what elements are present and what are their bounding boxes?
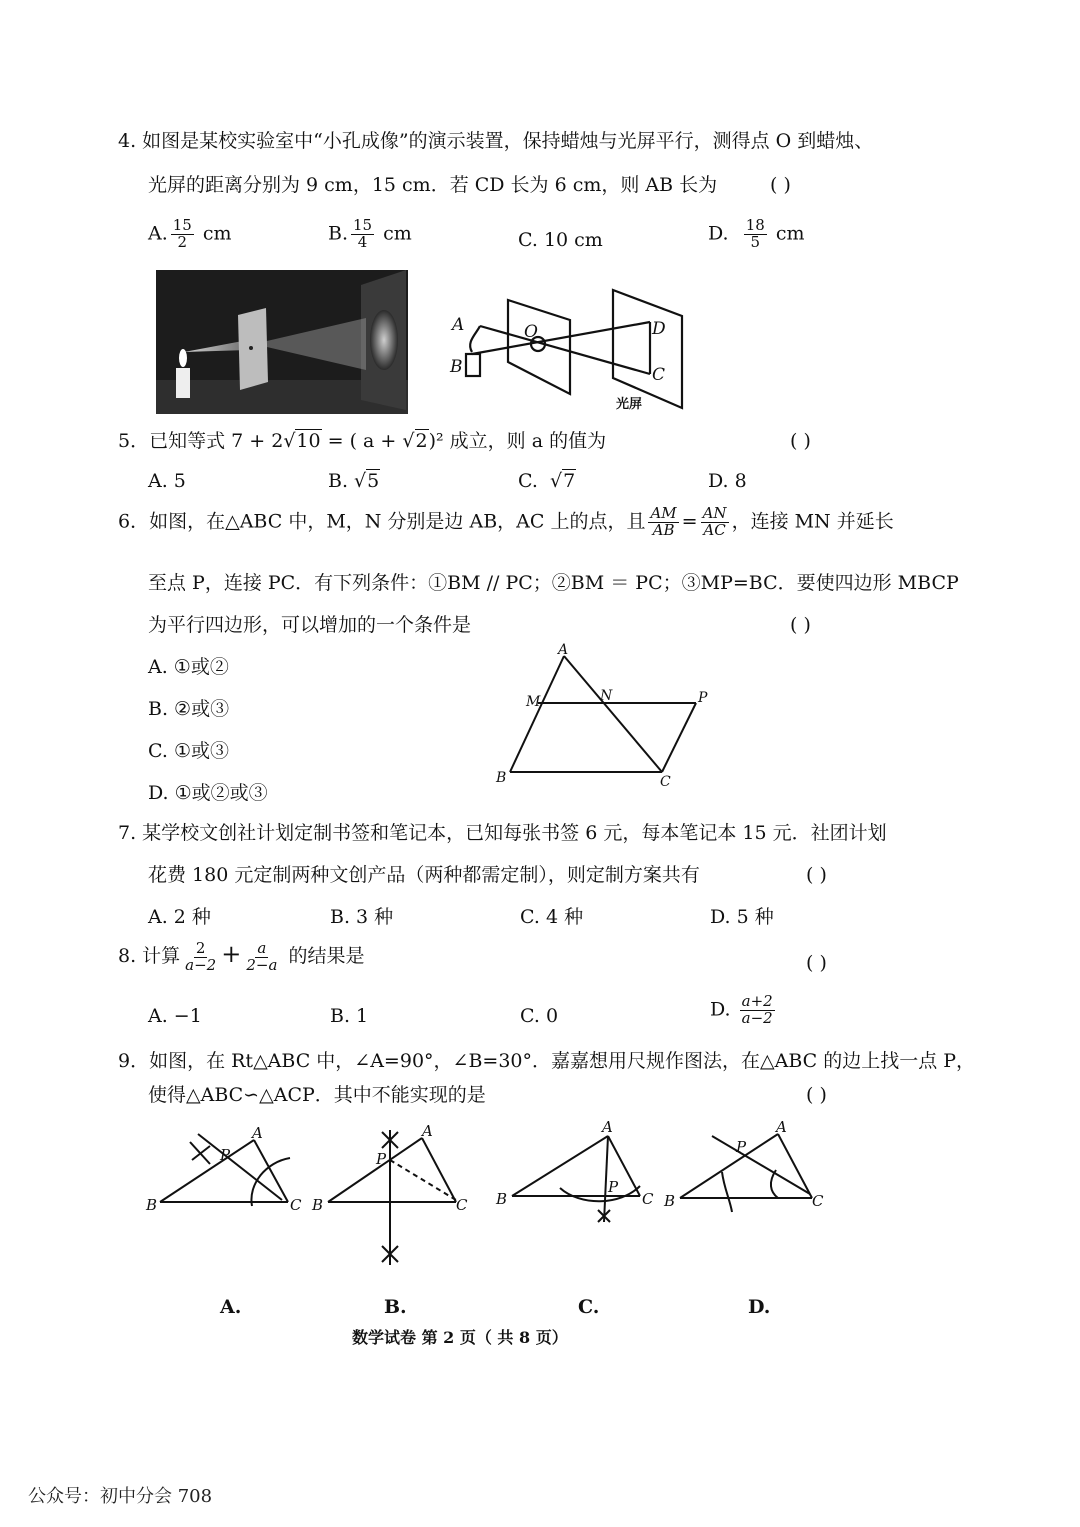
q6-option-d: D. ①或②或③ — [148, 782, 268, 804]
q6-stem-line2: 至点 P，连接 PC．有下列条件：①BM // PC；②BM ＝ PC；③MP=BC．要使四边形 MBCP — [148, 572, 959, 594]
svg-text:O: O — [524, 322, 538, 342]
svg-text:A: A — [602, 1118, 613, 1136]
q6-stem-line3: 为平行四边形，可以增加的一个条件是 — [148, 614, 472, 636]
svg-text:N: N — [600, 688, 613, 704]
page-footer: 数学试卷 第 2 页（ 共 8 页） — [352, 1328, 568, 1347]
svg-text:B: B — [496, 770, 507, 786]
q7-answer-paren: ( ) — [806, 864, 827, 886]
q4-apparatus-photo — [156, 270, 408, 414]
q7-stem-line2: 花费 180 元定制两种文创产品（两种都需定制），则定制方案共有 — [148, 864, 700, 886]
q8-option-c: C. 0 — [520, 1005, 559, 1027]
q4-option-a: A. $\frac{15}{2}$ cm — [148, 216, 232, 251]
q6-triangle-diagram — [490, 640, 720, 790]
q6-option-c: C. ①或③ — [148, 740, 229, 762]
q7-stem-line1: 7. 某学校文创社计划定制书签和笔记本，已知每张书签 6 元，每本笔记本 15 元．社团计划 — [118, 822, 887, 844]
q4-pinhole-diagram — [440, 282, 700, 414]
q9-figure-c — [490, 1114, 670, 1224]
svg-text:P: P — [698, 690, 708, 706]
q8-option-a: A. −1 — [148, 1005, 202, 1027]
q9-stem-line1: 9．如图，在 Rt△ABC 中，∠A=90°，∠B=30°．嘉嘉想用尺规作图法，在△ABC 的边上找一点 P， — [118, 1050, 976, 1072]
svg-text:B: B — [496, 1190, 508, 1208]
q4-stem-line2: 光屏的距离分别为 9 cm，15 cm．若 CD 长为 6 cm，则 AB 长为 — [148, 174, 718, 196]
svg-text:C: C — [642, 1190, 654, 1208]
svg-text:M: M — [526, 694, 541, 710]
q5-option-b: B. √5 — [328, 470, 380, 492]
svg-text:B: B — [664, 1192, 676, 1210]
svg-text:P: P — [608, 1178, 619, 1196]
svg-text:A: A — [452, 315, 465, 335]
q5-option-c: C. √7 — [518, 470, 576, 492]
q4-option-c: C. 10 cm — [518, 229, 603, 251]
q7-option-a: A. 2 种 — [148, 906, 211, 928]
svg-text:P: P — [736, 1138, 747, 1156]
q8-answer-paren: ( ) — [806, 952, 827, 974]
q7-option-b: B. 3 种 — [330, 906, 394, 928]
svg-text:C: C — [812, 1192, 824, 1210]
q7-option-c: C. 4 种 — [520, 906, 584, 928]
q5-option-d: D. 8 — [708, 470, 747, 492]
q9-caption-a: A. — [220, 1296, 242, 1318]
q5-option-a: A. 5 — [148, 470, 186, 492]
q9-caption-d: D. — [748, 1296, 771, 1318]
q9-figure-d — [660, 1116, 840, 1226]
q9-figure-b — [310, 1120, 480, 1270]
q4-stem-line1: 4. 如图是某校实验室中“小孔成像”的演示装置，保持蜡烛与光屏平行，测得点 O 到蜡烛、 — [118, 130, 874, 152]
svg-text:B: B — [450, 357, 463, 377]
q4-answer-paren: ( ) — [770, 174, 791, 196]
q6-option-a: A. ①或② — [148, 656, 229, 678]
svg-text:C: C — [660, 774, 671, 790]
svg-text:C: C — [290, 1196, 302, 1214]
svg-text:P: P — [220, 1146, 231, 1164]
q9-caption-c: C. — [578, 1296, 600, 1318]
watermark-text: 公众号：初中分会 708 — [28, 1486, 213, 1507]
q6-option-b: B. ②或③ — [148, 698, 230, 720]
svg-text:D: D — [652, 319, 666, 339]
q4-option-d: D. $\frac{18}{5}$ cm — [708, 216, 805, 251]
svg-text:C: C — [652, 365, 666, 385]
q7-option-d: D. 5 种 — [710, 906, 774, 928]
q5-answer-paren: ( ) — [790, 430, 811, 452]
q4-option-b: B. $\frac{15}{4}$ cm — [328, 216, 412, 251]
q5-stem: 5．已知等式 7 + 2√10 = ( a + √2)² 成立，则 a 的值为 — [118, 430, 607, 452]
svg-text:C: C — [456, 1196, 468, 1214]
q6-answer-paren: ( ) — [790, 614, 811, 636]
svg-text:A: A — [776, 1118, 787, 1136]
svg-text:B: B — [312, 1196, 324, 1214]
svg-text:A: A — [422, 1122, 433, 1140]
svg-text:A: A — [558, 642, 569, 658]
svg-text:A: A — [252, 1124, 263, 1142]
q8-option-b: B. 1 — [330, 1005, 369, 1027]
svg-text:B: B — [146, 1196, 158, 1214]
svg-text:光屏: 光屏 — [616, 397, 643, 412]
q9-caption-b: B. — [384, 1296, 407, 1318]
svg-text:P: P — [376, 1150, 387, 1168]
q8-stem: 8. 计算 $\frac{2}{a-2}$ + $\frac{a}{2-a}$ 的结果是 — [118, 938, 365, 974]
q9-figure-a — [140, 1120, 310, 1220]
q8-option-d: D. $\frac{a+2}{a-2}$ — [710, 992, 773, 1027]
q9-stem-line2: 使得△ABC∽△ACP．其中不能实现的是 — [148, 1084, 486, 1106]
q6-stem-line1: 6．如图，在△ABC 中，M，N 分别是边 AB，AC 上的点，且 $\frac{AM}{AB}$ = $\frac{AN}{AC}$ ，连接 MN 并延长 — [118, 504, 894, 539]
q9-answer-paren: ( ) — [806, 1084, 827, 1106]
